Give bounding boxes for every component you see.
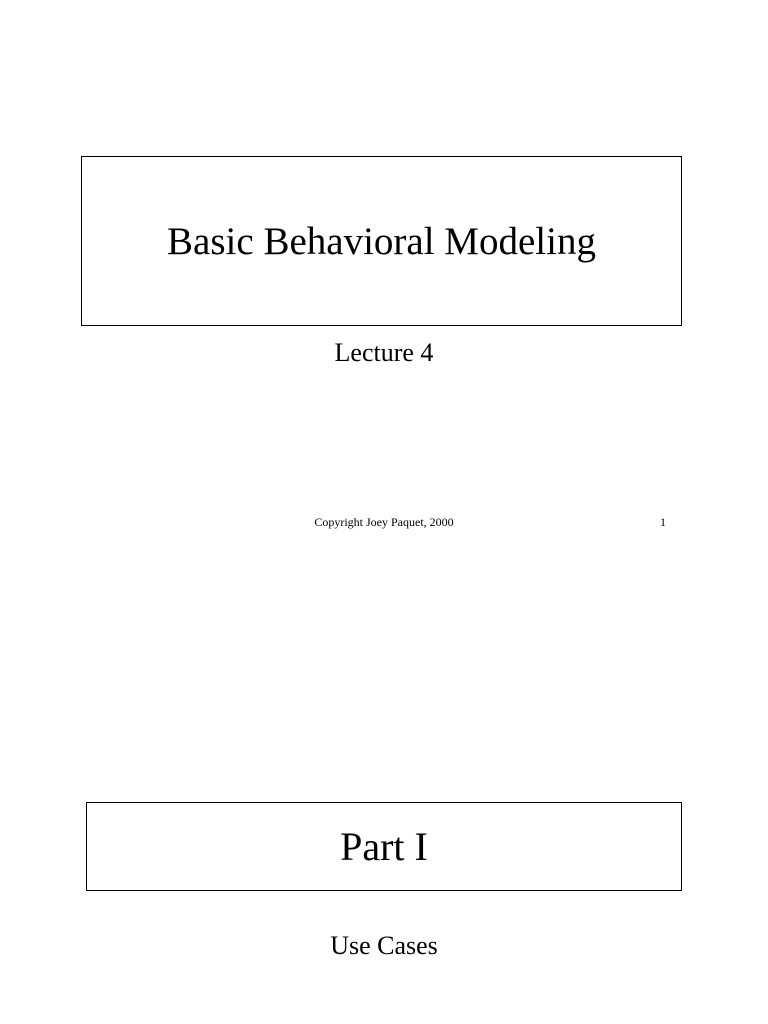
slide-title-box [86,802,682,891]
footer-copyright: Copyright Joey Paquet, 2000 [314,515,454,529]
slide-2 [0,560,768,1024]
slide-title: Part I [340,823,428,869]
slide-title: Basic Behavioral Modeling [167,219,596,263]
page-number: 1 [660,515,666,529]
slide-subtitle: Use Cases [330,931,438,960]
slide-title-box [81,156,682,326]
slide-subtitle: Lecture 4 [334,338,434,367]
